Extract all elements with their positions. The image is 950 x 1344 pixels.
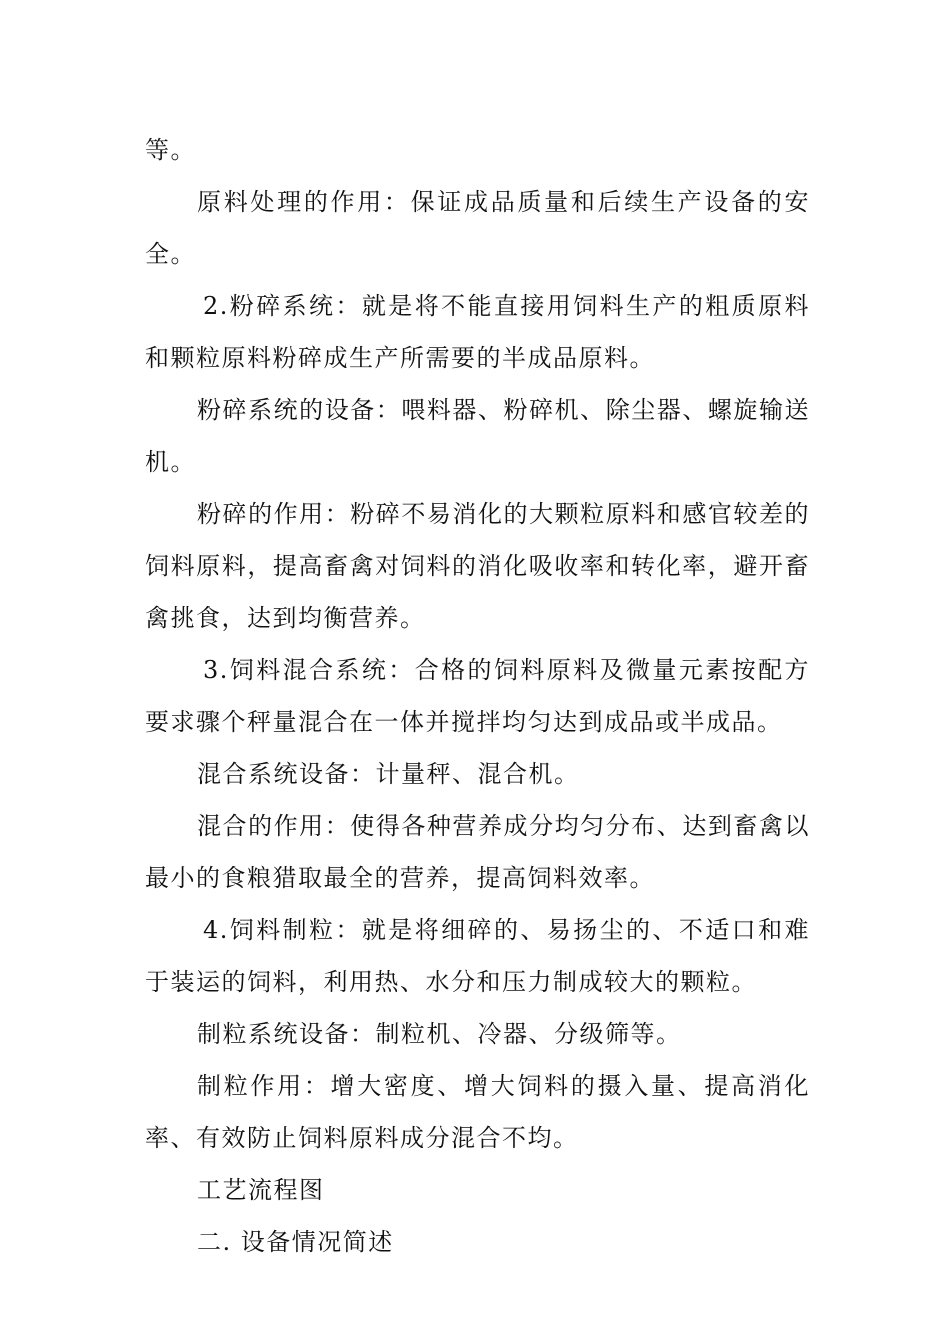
paragraph-pelleting-equipment: 制粒系统设备：制粒机、冷器、分级筛等。 xyxy=(197,1020,682,1048)
paragraph-pelleting: 4.饲料制粒：就是将细碎的、易扬尘的、不适口和难于装运的饲料，利用热、水分和压力制成较大的颗粒。 xyxy=(145,916,810,996)
document-body xyxy=(145,124,810,1268)
paragraph-raw-material-role: 原料处理的作用：保证成品质量和后续生产设备的安全。 xyxy=(145,188,810,268)
paragraph-crushing-equipment: 粉碎系统的设备：喂料器、粉碎机、除尘器、螺旋输送机。 xyxy=(145,396,810,476)
paragraph-mixing-equipment: 混合系统设备：计量秤、混合机。 xyxy=(197,760,580,788)
paragraph-pelleting-role: 制粒作用：增大密度、增大饲料的摄入量、提高消化率、有效防止饲料原料成分混合不均。 xyxy=(145,1072,810,1152)
paragraph-crushing-role: 粉碎的作用：粉碎不易消化的大颗粒原料和感官较差的饲料原料，提高畜禽对饲料的消化吸收率和转化率，避开畜禽挑食，达到均衡营养。 xyxy=(145,500,810,632)
paragraph-crushing-system: 2.粉碎系统：就是将不能直接用饲料生产的粗质原料和颗粒原料粉碎成生产所需要的半成品原料。 xyxy=(145,292,810,372)
section-heading-equipment-overview: 二. 设备情况简述 xyxy=(197,1228,394,1256)
paragraph-process-flow-chart: 工艺流程图 xyxy=(197,1176,325,1204)
paragraph-mixing-system: 3.饲料混合系统：合格的饲料原料及微量元素按配方要求骤个秤量混合在一体并搅拌均匀达到成品或半成品。 xyxy=(145,656,810,736)
paragraph-continuation: 等。 xyxy=(145,136,196,164)
paragraph-mixing-role: 混合的作用：使得各种营养成分均匀分布、达到畜禽以最小的食粮猎取最全的营养，提高饲料效率。 xyxy=(145,812,810,892)
